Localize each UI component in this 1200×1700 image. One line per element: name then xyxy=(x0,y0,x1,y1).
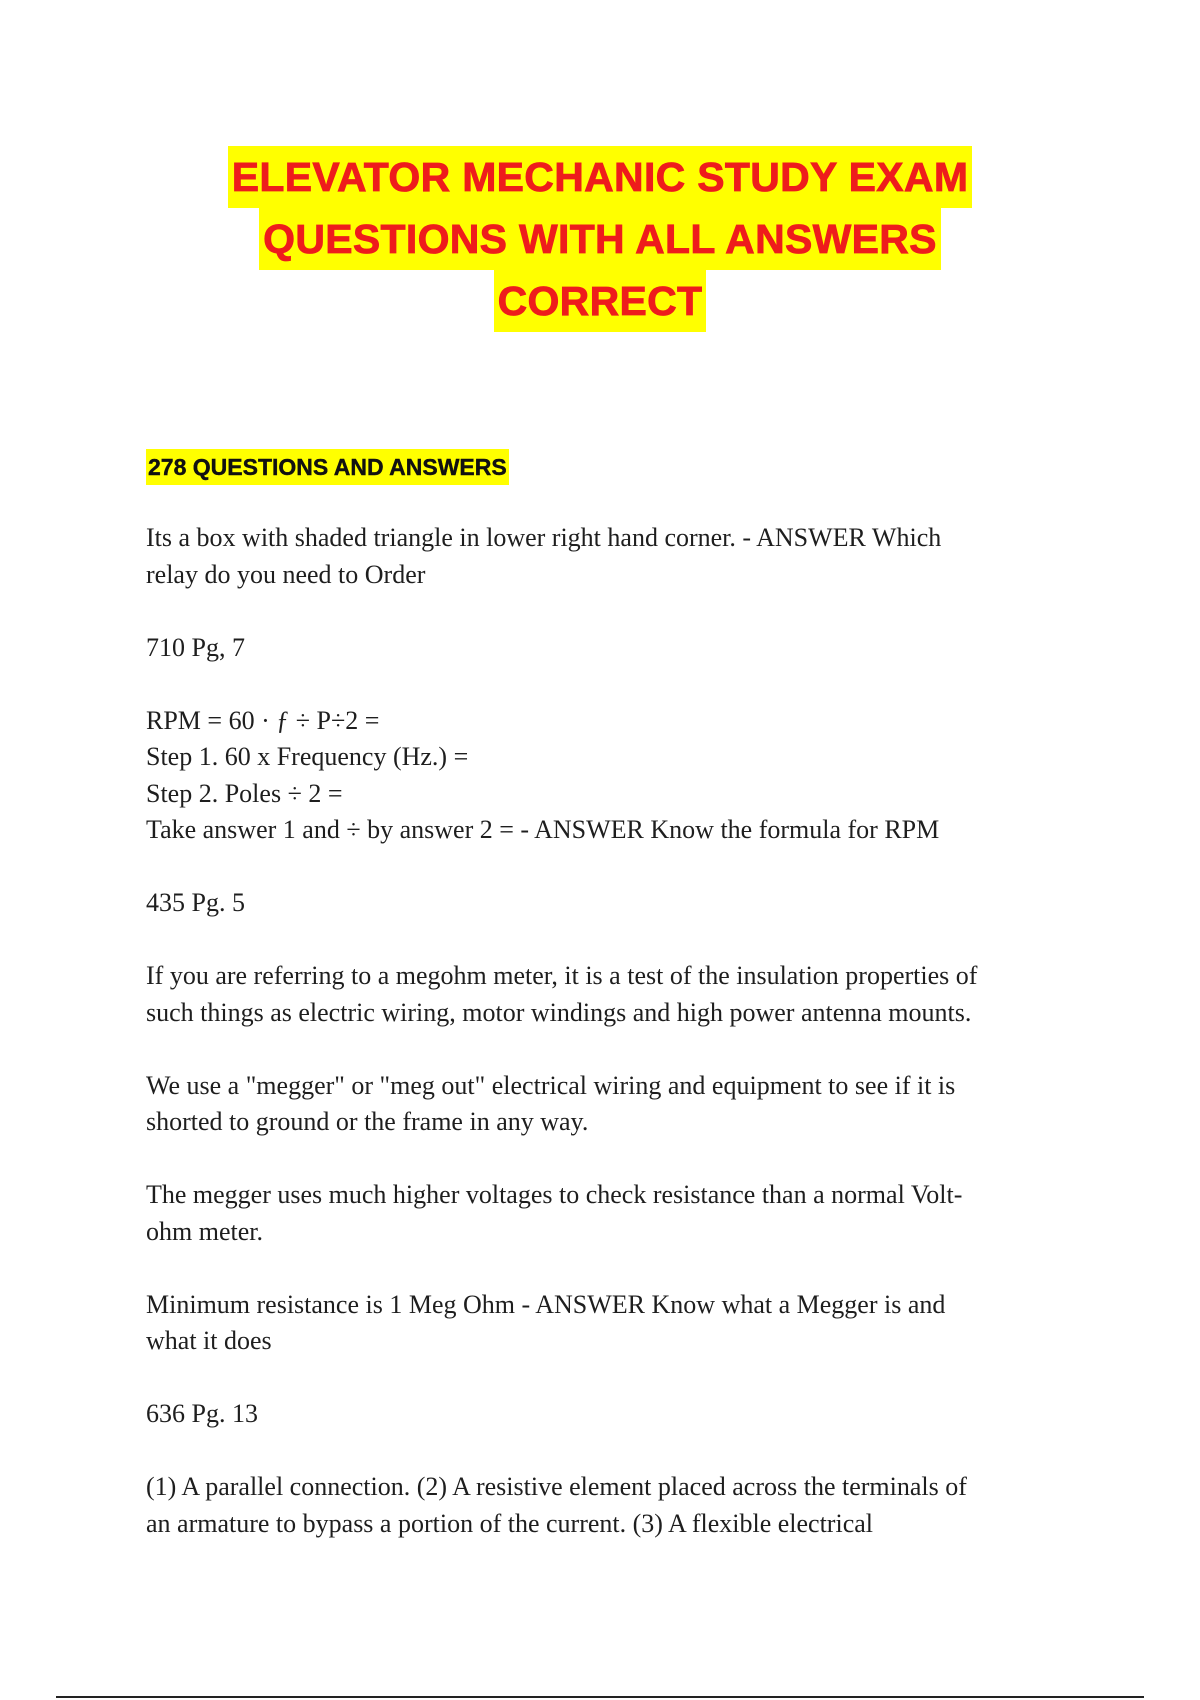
text-line: such things as electric wiring, motor windings and high power antenna mounts. xyxy=(146,997,972,1027)
title-line-3: CORRECT xyxy=(494,270,707,332)
text-line: what it does xyxy=(146,1326,272,1355)
footer-divider xyxy=(56,1696,1144,1698)
title-line-1: ELEVATOR MECHANIC STUDY EXAM xyxy=(228,146,973,208)
paragraph-page-ref-435 xyxy=(146,885,1066,922)
text-line: Step 2. Poles ÷ 2 = xyxy=(146,778,343,808)
text-line: RPM = 60 · ƒ ÷ P÷2 = xyxy=(146,705,380,735)
text-line: 636 Pg. 13 xyxy=(146,1399,258,1428)
paragraph-minimum-resistance xyxy=(146,1287,1066,1360)
paragraph-relay-question xyxy=(146,520,1066,593)
questions-count-heading: 278 QUESTIONS AND ANSWERS xyxy=(146,449,509,485)
text-line: Its a box with shaded triangle in lower right hand corner. - ANSWER Which xyxy=(146,523,942,552)
paragraph-page-ref-636 xyxy=(146,1396,1066,1433)
text-line: We use a "megger" or "meg out" electrical wiring and equipment to see if it is xyxy=(146,1070,956,1100)
text-line: Step 1. 60 x Frequency (Hz.) = xyxy=(146,742,469,771)
paragraph-page-ref-710 xyxy=(146,630,1066,667)
text-line: Take answer 1 and ÷ by answer 2 = - ANSWER Know the formula for RPM xyxy=(146,815,940,844)
text-line: Minimum resistance is 1 Meg Ohm - ANSWER Know what a Megger is and xyxy=(146,1289,946,1319)
document-body xyxy=(146,520,1066,1579)
text-line: an armature to bypass a portion of the current. (3) A flexible electrical xyxy=(146,1508,873,1538)
paragraph-rpm-formula xyxy=(146,703,1066,849)
paragraph-megohm-meter xyxy=(146,958,1066,1031)
document-title xyxy=(0,146,1200,332)
text-line: If you are referring to a megohm meter, it is a test of the insulation properties of xyxy=(146,961,978,990)
paragraph-parallel-connection xyxy=(146,1469,1066,1542)
text-line: 710 Pg, 7 xyxy=(146,632,245,662)
text-line: ohm meter. xyxy=(146,1216,263,1246)
text-line: relay do you need to Order xyxy=(146,559,426,589)
paragraph-megger-voltage xyxy=(146,1177,1066,1250)
text-line: (1) A parallel connection. (2) A resistive element placed across the terminals of xyxy=(146,1472,967,1501)
title-line-2: QUESTIONS WITH ALL ANSWERS xyxy=(259,208,941,270)
paragraph-megger-use xyxy=(146,1068,1066,1141)
text-line: The megger uses much higher voltages to check resistance than a normal Volt- xyxy=(146,1180,963,1209)
text-line: shorted to ground or the frame in any way. xyxy=(146,1107,589,1136)
text-line: 435 Pg. 5 xyxy=(146,888,245,917)
